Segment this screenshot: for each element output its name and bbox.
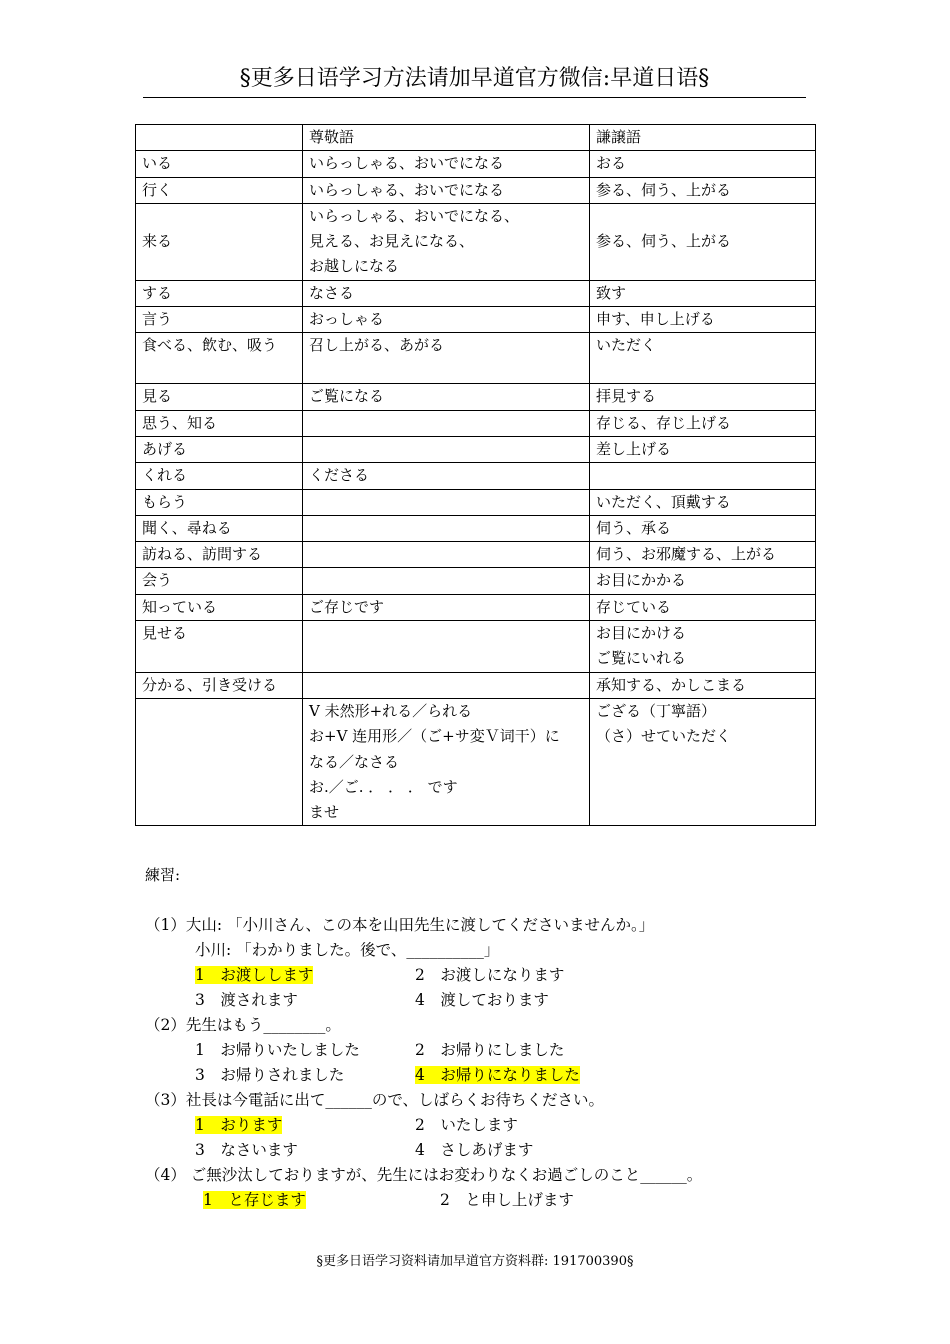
cell-line: くださる [309,466,370,485]
sonkei-cell [303,151,590,177]
cell-line: いらっしゃる、おいでになる [309,180,505,199]
answer-highlight: 4 お帰りになりました [415,1066,580,1084]
kenjo-cell [590,463,816,489]
kenjo-cell [590,384,816,410]
q1-option-1 [195,963,313,988]
q2-option-4 [415,1063,580,1088]
verb-cell: 来る [136,203,303,280]
sonkei-cell [303,621,590,673]
table-header-row [136,125,816,151]
cell-line: 参る、伺う、上がる [596,180,732,199]
cell-line: 存じる、存じ上げる [596,413,732,432]
q3-option-3: 3 なさいます [195,1141,298,1159]
verb-cell: 知っている [136,594,303,620]
sonkei-cell [303,463,590,489]
column-header [136,125,303,151]
sonkei-cell [303,280,590,306]
verb-cell: 思う、知る [136,410,303,436]
cell-line: ご存じです [309,597,385,616]
kenjo-cell [590,621,816,673]
kenjo-cell [590,515,816,541]
kenjo-cell [590,594,816,620]
cell-line: 見える、お見えになる、 [309,232,475,251]
cell-line: 参る、伺う、上がる [596,232,732,251]
kenjo-cell [590,307,816,333]
table-row [136,594,816,620]
verb-cell: 食べる、飲む、吸う [136,333,303,384]
kenjo-cell [590,436,816,462]
cell-line: 差し上げる [596,439,672,458]
kenjo-cell [590,489,816,515]
answer-highlight: 1 おります [195,1116,283,1134]
verb-cell: する [136,280,303,306]
sonkei-cell [303,542,590,568]
cell-line: いらっしゃる、おいでになる、 [309,206,520,225]
verb-cell: いる [136,151,303,177]
q3-option-4: 4 さしあげます [415,1141,534,1159]
verb-cell: あげる [136,436,303,462]
sonkei-cell [303,384,590,410]
cell-line: お.／ご. ． ． ． です [309,777,458,796]
kenjo-cell [590,333,816,384]
sonkei-cell [303,333,590,384]
sonkei-cell [303,177,590,203]
column-header: 尊敬語 [303,125,590,151]
cell-line: ご覧にいれる [596,649,687,668]
cell-line: V 未然形+れる／られる [309,701,473,720]
cell-line: お越しになる [309,257,400,276]
cell-line: おっしゃる [309,310,385,329]
cell-line: 拝見する [596,387,657,406]
cell-line: 承知する、かしこまる [596,675,747,694]
cell-line: いただく、頂戴する [596,492,731,511]
cell-line: お目にかかる [596,571,687,590]
sonkei-cell [303,672,590,698]
table-row [136,515,816,541]
table-row [136,542,816,568]
verb-cell [136,698,303,825]
q3-option-1 [195,1113,282,1138]
table-row [136,410,816,436]
kenjo-cell [590,568,816,594]
verb-cell: 会う [136,568,303,594]
table-row [136,307,816,333]
table-row [136,463,816,489]
table-row [136,151,816,177]
column-header: 謙譲語 [590,125,816,151]
cell-line: なる／なさる [309,752,400,771]
page-header: §更多日语学习方法请加早道官方微信:早道日语§ [143,64,806,98]
cell-line: 申す、申し上げる [596,310,715,329]
verb-cell: くれる [136,463,303,489]
verb-cell: 訪ねる、訪問する [136,542,303,568]
q1-prompt: （1）大山: 「小川さん、この本を山田先生に渡してくださいませんか。」 [145,916,655,934]
q1-option-3: 3 渡されます [195,991,298,1009]
q2-option-1: 1 お帰りいたしました [195,1041,360,1059]
table-row [136,384,816,410]
table-row [136,698,816,825]
q3-option-2: 2 いたします [415,1116,518,1134]
kenjo-cell [590,542,816,568]
page-footer: §更多日语学习资料请加早道官方资料群: 191700390§ [316,1254,634,1269]
cell-line: いらっしゃる、おいでになる [309,154,505,173]
sonkei-cell [303,307,590,333]
table-row [136,203,816,280]
answer-highlight: 1 お渡しします [195,966,314,984]
kenjo-cell [590,280,816,306]
kenjo-cell [590,177,816,203]
kenjo-cell [590,672,816,698]
cell-line: なさる [309,283,355,302]
sonkei-cell [303,203,590,280]
q1-response: 小川: 「わかりました。後で、__________」 [195,941,500,959]
table-row [136,333,816,384]
kenjo-cell [590,151,816,177]
q2-option-2: 2 お帰りにしました [415,1041,565,1059]
table-row [136,177,816,203]
sonkei-cell [303,515,590,541]
sonkei-cell [303,489,590,515]
cell-line: おる [596,154,627,173]
cell-line: お目にかける [596,624,687,643]
verb-cell: 行く [136,177,303,203]
cell-line: 伺う、承る [596,518,672,537]
table-row [136,489,816,515]
verb-cell: 見る [136,384,303,410]
practice-label: 練習: [145,866,181,884]
cell-line: いただく [596,336,657,355]
keigo-table [135,124,816,826]
verb-cell: 聞く、尋ねる [136,515,303,541]
cell-line: ござる（丁寧語） [596,701,717,720]
sonkei-cell [303,568,590,594]
cell-line: （さ）せていただく [596,727,732,746]
verb-cell: もらう [136,489,303,515]
sonkei-cell [303,594,590,620]
sonkei-cell [303,436,590,462]
q2-option-3: 3 お帰りされました [195,1066,345,1084]
q2-prompt: （2）先生はもう________。 [145,1016,341,1034]
q4-option-1 [203,1188,306,1213]
answer-highlight: 1 と存じます [203,1191,306,1209]
cell-line: 召し上がる、あがる [309,336,445,355]
table-row [136,436,816,462]
table-row [136,672,816,698]
q1-option-2: 2 お渡しになります [415,966,565,984]
sonkei-cell [303,698,590,825]
kenjo-cell [590,203,816,280]
verb-cell: 言う [136,307,303,333]
q4-prompt: （4） ご無沙汰しておりますが、先生にはお変わりなくお過ごしのこと______。 [145,1166,703,1184]
verb-cell: 分かる、引き受ける [136,672,303,698]
kenjo-cell [590,698,816,825]
q3-prompt: （3）社長は今電話に出て______ので、しばらくお待ちください。 [145,1091,605,1109]
q4-option-2: 2 と申し上げます [440,1191,574,1209]
kenjo-cell [590,410,816,436]
table-row [136,280,816,306]
sonkei-cell [303,410,590,436]
cell-line: 致す [596,283,627,302]
cell-line: 存じている [596,597,672,616]
cell-line: ませ [309,803,340,822]
table-row [136,568,816,594]
q1-option-4: 4 渡しております [415,991,549,1009]
cell-line: ご覧になる [309,387,385,406]
cell-line: お+V 连用形／（ご+サ変Ｖ词干）に [309,727,560,746]
verb-cell: 見せる [136,621,303,673]
cell-line: 伺う、お邪魔する、上がる [596,545,777,564]
table-row [136,621,816,673]
